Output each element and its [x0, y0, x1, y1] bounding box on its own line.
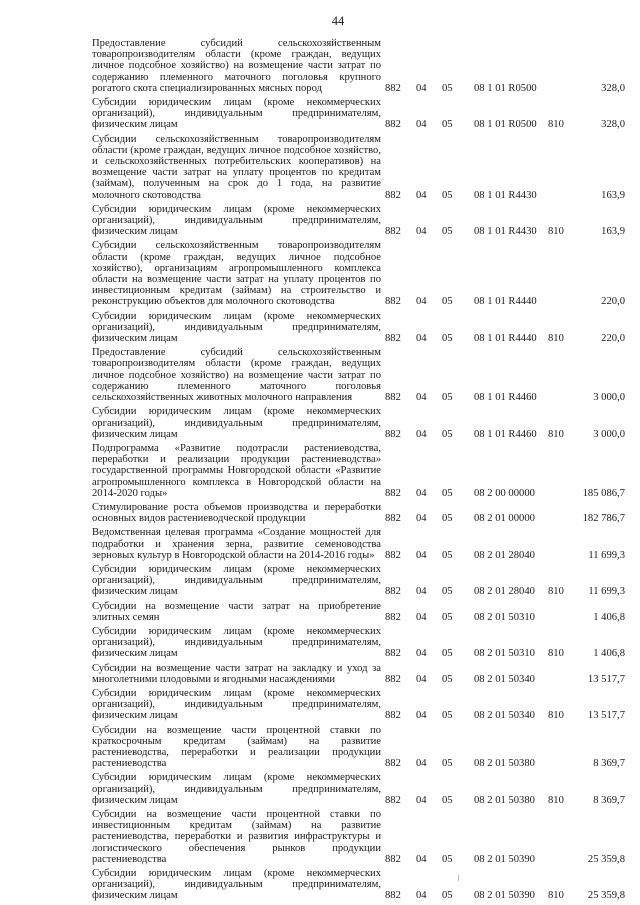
target-article-code: 08 1 01 R4460 [474, 428, 537, 440]
section-code: 04 [416, 226, 427, 238]
section-code: 04 [416, 513, 427, 525]
ved-code: 882 [385, 710, 401, 722]
subsection-code: 05 [442, 487, 453, 499]
amount: 220,0 [601, 296, 625, 308]
section-code: 04 [416, 758, 427, 770]
amount: 328,0 [601, 119, 625, 131]
expense-type-code: 810 [548, 890, 564, 902]
ved-code: 882 [385, 189, 401, 201]
amount: 185 086,7 [582, 487, 625, 499]
scan-mark [458, 875, 459, 881]
table-row [0, 347, 640, 403]
row-name: Субсидии на возмещение части затрат на закладку и уход за многолетними плодовыми и ягодными насаждениями [92, 662, 381, 685]
section-code: 04 [416, 648, 427, 660]
subsection-code: 05 [442, 611, 453, 623]
expense-type-code: 810 [548, 586, 564, 598]
table-row [0, 527, 640, 561]
row-name: Субсидии на возмещение части процентной ставки по краткосрочным кредитам (займам) на развитие растениеводства, переработки и реализации продукции растениеводства [92, 724, 381, 770]
target-article-code: 08 2 01 50310 [474, 648, 535, 660]
amount: 3 000,0 [593, 392, 625, 404]
ved-code: 882 [385, 296, 401, 308]
amount: 13 517,7 [587, 710, 625, 722]
target-article-code: 08 2 01 50340 [474, 710, 535, 722]
target-article-code: 08 2 01 50390 [474, 890, 535, 902]
section-code: 04 [416, 890, 427, 902]
subsection-code: 05 [442, 82, 453, 94]
amount: 8 369,7 [593, 758, 625, 770]
ved-code: 882 [385, 333, 401, 345]
target-article-code: 08 1 01 R4430 [474, 189, 537, 201]
row-name: Субсидии сельскохозяйственным товаропроизводителям области (кроме граждан, ведущих личное подсобное хозяйство, и сельскохозяйственных потребительских кооперативов) на возмещение части затрат на уплату процентов по кредитам (займам), полученным на срок до 1 года, на развитие молочного скотоводства [92, 133, 381, 201]
target-article-code: 08 2 01 50310 [474, 611, 535, 623]
table-row [0, 38, 640, 94]
ved-code: 882 [385, 890, 401, 902]
row-name: Субсидии юридическим лицам (кроме некоммерческих организаций), индивидуальным предпринимателям, физическим лицам [92, 687, 381, 722]
target-article-code: 08 2 01 28040 [474, 586, 535, 598]
section-code: 04 [416, 549, 427, 561]
ved-code: 882 [385, 853, 401, 865]
table-row [0, 204, 640, 238]
page-number: 44 [331, 14, 345, 28]
table-row [0, 443, 640, 499]
ved-code: 882 [385, 673, 401, 685]
row-name: Субсидии юридическим лицам (кроме некоммерческих организаций), индивидуальным предпринимателям, физическим лицам [92, 310, 381, 345]
section-code: 04 [416, 296, 427, 308]
amount: 25 359,8 [587, 853, 625, 865]
expense-type-code: 810 [548, 226, 564, 238]
subsection-code: 05 [442, 296, 453, 308]
row-name: Субсидии юридическим лицам (кроме некоммерческих организаций), индивидуальным предпринимателям, физическим лицам [92, 772, 381, 806]
subsection-code: 05 [442, 549, 453, 561]
ved-code: 882 [385, 428, 401, 440]
table-row [0, 688, 640, 722]
target-article-code: 08 1 01 R0500 [474, 119, 537, 131]
ved-code: 882 [385, 119, 401, 131]
row-name: Субсидии юридическим лицам (кроме некоммерческих организаций), индивидуальным предпринимателям, физическим лицам [92, 868, 381, 902]
section-code: 04 [416, 586, 427, 598]
ved-code: 882 [385, 586, 401, 598]
section-code: 04 [416, 189, 427, 201]
subsection-code: 05 [442, 428, 453, 440]
row-name: Субсидии юридическим лицам (кроме некоммерческих организаций), индивидуальным предпринимателям, физическим лицам [92, 203, 381, 238]
ved-code: 882 [385, 226, 401, 238]
target-article-code: 08 1 01 R4440 [474, 333, 537, 345]
subsection-code: 05 [442, 189, 453, 201]
section-code: 04 [416, 673, 427, 685]
table-row [0, 134, 640, 201]
target-article-code: 08 1 01 R4430 [474, 226, 537, 238]
target-article-code: 08 2 01 50380 [474, 758, 535, 770]
subsection-code: 05 [442, 119, 453, 131]
ved-code: 882 [385, 794, 401, 806]
amount: 220,0 [601, 333, 625, 345]
subsection-code: 05 [442, 758, 453, 770]
target-article-code: 08 2 00 00000 [474, 487, 535, 499]
expense-type-code: 810 [548, 428, 564, 440]
target-article-code: 08 1 01 R4460 [474, 392, 537, 404]
amount: 11 699,3 [588, 549, 625, 561]
section-code: 04 [416, 794, 427, 806]
row-name: Субсидии юридическим лицам (кроме некоммерческих организаций), индивидуальным предпринимателям, физическим лицам [92, 625, 381, 660]
row-name: Субсидии юридическим лицам (кроме некоммерческих организаций), индивидуальным предпринимателям, физическим лицам [92, 406, 381, 440]
row-name: Субсидии на возмещение части процентной ставки по инвестиционным кредитам (займам) на развитие растениеводства, переработки и развития инфраструктуры и логистического обеспечения рынков продукции растениеводства [92, 809, 381, 865]
section-code: 04 [416, 710, 427, 722]
amount: 3 000,0 [593, 428, 625, 440]
expense-type-code: 810 [548, 710, 564, 722]
section-code: 04 [416, 119, 427, 131]
expense-type-code: 810 [548, 119, 564, 131]
subsection-code: 05 [442, 392, 453, 404]
section-code: 04 [416, 611, 427, 623]
section-code: 04 [416, 853, 427, 865]
subsection-code: 05 [442, 513, 453, 525]
amount: 328,0 [601, 82, 625, 94]
subsection-code: 05 [442, 890, 453, 902]
expense-type-code: 810 [548, 648, 564, 660]
row-name: Подпрограмма «Развитие подотрасли растениеводства, переработки и реализации продукции растениеводства» государственной программы Новгородской области «Развитие агропромышленного комплекса в Новгородской области на 2014-2020 годы» [92, 442, 381, 499]
row-name: Ведомственная целевая программа «Создание мощностей для подработки и хранения зерна, развитие семеноводства зерновых культур в Новгородской области на 2014-2016 годы» [92, 527, 381, 561]
table-row [0, 626, 640, 660]
ved-code: 882 [385, 82, 401, 94]
table-row [0, 502, 640, 524]
target-article-code: 08 2 01 50340 [474, 673, 535, 685]
amount: 8 369,7 [593, 794, 625, 806]
target-article-code: 08 2 01 50390 [474, 853, 535, 865]
ved-code: 882 [385, 611, 401, 623]
subsection-code: 05 [442, 794, 453, 806]
table-row [0, 868, 640, 902]
table-row [0, 772, 640, 806]
section-code: 04 [416, 333, 427, 345]
subsection-code: 05 [442, 333, 453, 345]
target-article-code: 08 1 01 R0500 [474, 82, 537, 94]
row-name: Предоставление субсидий сельскохозяйственным товаропроизводителям области (кроме граждан, ведущих личное подсобное хозяйство) на возмещение части затрат по содержанию племенного маточного поголовья крупного рогатого скота специализированных мясных пород [92, 38, 381, 94]
subsection-code: 05 [442, 853, 453, 865]
amount: 163,9 [601, 189, 625, 201]
section-code: 04 [416, 428, 427, 440]
ved-code: 882 [385, 549, 401, 561]
subsection-code: 05 [442, 226, 453, 238]
ved-code: 882 [385, 513, 401, 525]
amount: 1 406,8 [593, 648, 625, 660]
section-code: 04 [416, 82, 427, 94]
row-name: Стимулирование роста объемов производства и переработки основных видов растениеводческой продукции [92, 501, 381, 525]
table-row [0, 725, 640, 770]
section-code: 04 [416, 487, 427, 499]
target-article-code: 08 2 01 50380 [474, 794, 535, 806]
row-name: Предоставление субсидий сельскохозяйственным товаропроизводителям области (кроме граждан, ведущих личное подсобное хозяйство) на возмещение части затрат по содержанию племенного маточного поголовья сельскохозяйственных животных молочного направления [92, 347, 381, 404]
row-name: Субсидии юридическим лицам (кроме некоммерческих организаций), индивидуальным предпринимателям, физическим лицам [92, 97, 381, 131]
amount: 25 359,8 [587, 890, 625, 902]
section-code: 04 [416, 392, 427, 404]
subsection-code: 05 [442, 648, 453, 660]
subsection-code: 05 [442, 586, 453, 598]
table-row [0, 663, 640, 685]
amount: 11 699,3 [588, 586, 625, 598]
subsection-code: 05 [442, 673, 453, 685]
ved-code: 882 [385, 487, 401, 499]
row-name: Субсидии сельскохозяйственным товаропроизводителям области (кроме граждан, ведущих личное подсобное хозяйство), организациям агропромышленного комплекса области на возмещение части затрат на уплату процентов по инвестиционным кредитам (займам) на строительство и реконструкцию объектов для молочного скотоводства [92, 240, 381, 308]
expense-type-code: 810 [548, 794, 564, 806]
expense-type-code: 810 [548, 333, 564, 345]
budget-table [0, 38, 640, 905]
amount: 13 517,7 [587, 673, 625, 685]
target-article-code: 08 1 01 R4440 [474, 296, 537, 308]
table-row [0, 601, 640, 623]
ved-code: 882 [385, 758, 401, 770]
table-row [0, 406, 640, 440]
row-name: Субсидии юридическим лицам (кроме некоммерческих организаций), индивидуальным предпринимателям, физическим лицам [92, 563, 381, 598]
subsection-code: 05 [442, 710, 453, 722]
table-row [0, 311, 640, 345]
ved-code: 882 [385, 648, 401, 660]
table-row [0, 564, 640, 598]
ved-code: 882 [385, 392, 401, 404]
table-row [0, 240, 640, 307]
row-name: Субсидии на возмещение части затрат на приобретение элитных семян [92, 600, 381, 623]
target-article-code: 08 2 01 00000 [474, 513, 535, 525]
amount: 1 406,8 [593, 611, 625, 623]
amount: 182 786,7 [582, 513, 625, 525]
amount: 163,9 [601, 226, 625, 238]
table-row [0, 97, 640, 131]
target-article-code: 08 2 01 28040 [474, 549, 535, 561]
table-row [0, 809, 640, 865]
